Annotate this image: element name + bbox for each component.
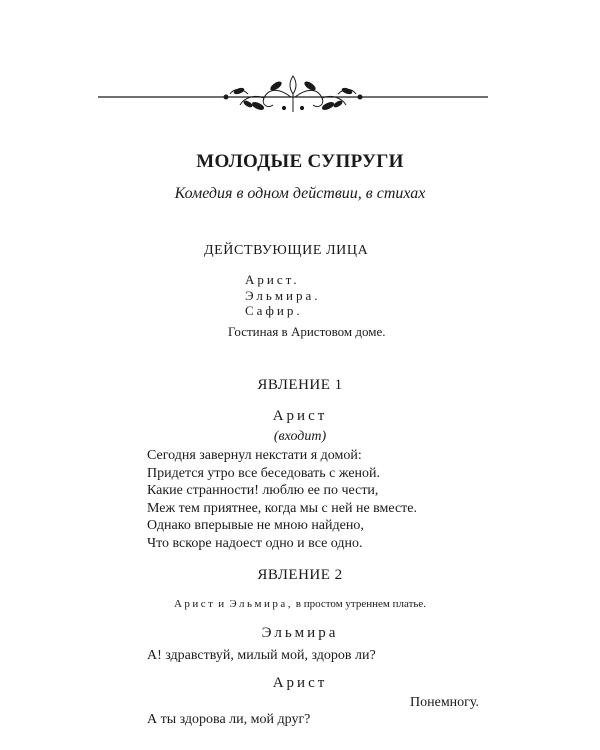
stage-character-elmira: Эльмира, [229, 598, 293, 610]
cast-member-elmira: Эльмира. [245, 287, 321, 303]
scene-2-speaker-arist: Арист [272, 675, 328, 691]
play-subtitle: Комедия в одном действии, в стихах [174, 185, 426, 202]
verse-line: Что вскоре надоест одно и все одно. [147, 535, 363, 551]
stage-direction: (входит) [273, 429, 327, 444]
dialogue-line-elmira-2: А ты здорова ли, мой друг? [147, 712, 311, 727]
verse-line: Меж тем приятнее, когда мы с ней не вместе. [147, 500, 417, 516]
stage-conjunction: и [218, 598, 227, 610]
cast-member-safir: Сафир. [245, 303, 303, 318]
setting-description: Гостиная в Аристовом доме. [228, 324, 386, 339]
scene-2-stage-direction [0, 598, 600, 610]
dialogue-line-elmira: А! здравствуй, милый мой, здоров ли? [147, 648, 376, 663]
scene-2-heading: ЯВЛЕНИЕ 2 [257, 567, 343, 583]
cast-list [245, 272, 321, 319]
decorative-vignette-ornament [98, 68, 488, 118]
verse-line: Однако вперывые не мною найдено, [147, 518, 364, 534]
scene-2-speaker-elmira: Эльмира [261, 625, 339, 641]
verse-line: Придется утро все беседовать с женой. [147, 465, 381, 481]
cast-member-arist: Арист. [245, 272, 300, 287]
scene-1-heading: ЯВЛЕНИЕ 1 [257, 377, 343, 393]
scene-1-verse [147, 447, 417, 553]
dramatis-personae-heading: ДЕЙСТВУЮЩИЕ ЛИЦА [204, 243, 369, 258]
stage-character-arist: Арист [173, 598, 216, 610]
stage-costume-note: в простом утреннем платье. [295, 598, 427, 610]
verse-line: Сегодня завернул некстати я домой: [147, 448, 362, 463]
verse-line: Какие странности! люблю ее по чести, [147, 483, 379, 499]
scene-1-speaker: Арист [272, 408, 328, 424]
dialogue-line-arist: Понемногу. [410, 695, 480, 710]
play-title: МОЛОДЫЕ СУПРУГИ [196, 151, 404, 172]
